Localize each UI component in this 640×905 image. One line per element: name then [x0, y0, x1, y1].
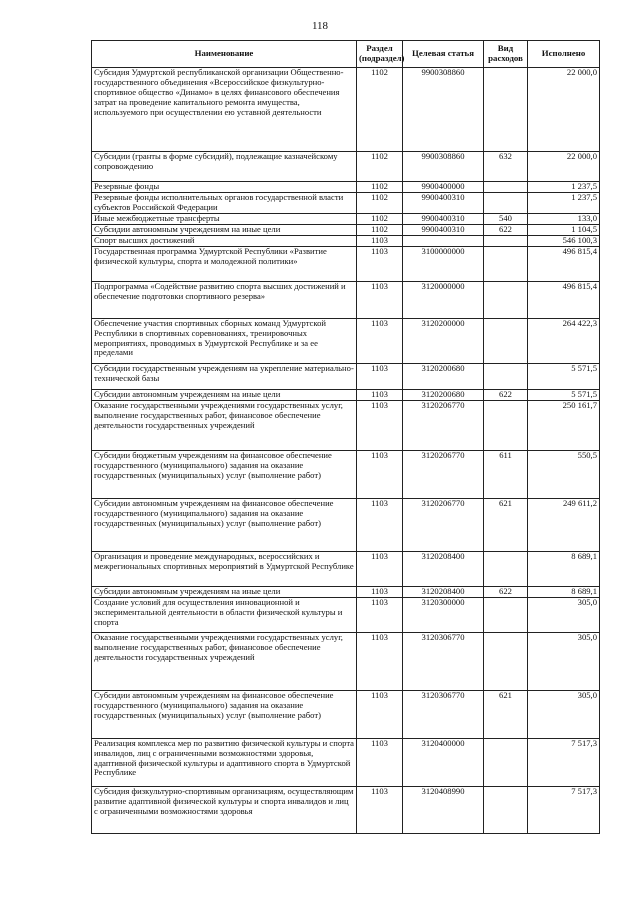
table-header-row	[92, 41, 600, 68]
cell-section: 1103	[357, 400, 403, 450]
cell-type	[484, 363, 528, 389]
header-section: Раздел (подраздел)	[357, 41, 403, 68]
header-article: Целевая статья	[403, 41, 484, 68]
cell-done: 8 689,1	[528, 551, 600, 586]
header-done: Исполнено	[528, 41, 600, 68]
cell-article: 3120208400	[403, 586, 484, 597]
table-row	[92, 68, 600, 152]
budget-table	[91, 40, 600, 834]
cell-type	[484, 632, 528, 690]
cell-section: 1103	[357, 389, 403, 400]
cell-name: Оказание государственными учреждениями государственных услуг, выполнение государственных работ, финансовое обеспечение деятельности государственных учреждений	[92, 400, 357, 450]
table-row	[92, 152, 600, 182]
table-row	[92, 586, 600, 597]
cell-name: Субсидии автономным учреждениям на финансовое обеспечение государственного (муниципального) задания на оказание государственных (муниципальных) услуг (выполнение работ)	[92, 690, 357, 738]
cell-type: 622	[484, 224, 528, 235]
cell-article: 9900400310	[403, 193, 484, 214]
cell-done: 5 571,5	[528, 389, 600, 400]
cell-name: Субсидии автономным учреждениям на иные цели	[92, 586, 357, 597]
cell-type: 611	[484, 450, 528, 498]
cell-done: 5 571,5	[528, 363, 600, 389]
cell-name: Субсидии автономным учреждениям на иные цели	[92, 224, 357, 235]
cell-done: 305,0	[528, 597, 600, 632]
cell-done: 250 161,7	[528, 400, 600, 450]
table-row	[92, 224, 600, 235]
cell-section: 1103	[357, 738, 403, 786]
cell-name: Подпрограмма «Содействие развитию спорта высших достижений и обеспечение подготовки спортивного резерва»	[92, 281, 357, 318]
table-row	[92, 281, 600, 318]
cell-name: Организация и проведение международных, всероссийских и межрегиональных спортивных мероприятий в Удмуртской Республике	[92, 551, 357, 586]
cell-section: 1103	[357, 363, 403, 389]
cell-type: 540	[484, 213, 528, 224]
table-row	[92, 551, 600, 586]
page-number: 118	[311, 20, 329, 32]
cell-article: 3120206770	[403, 450, 484, 498]
cell-done: 8 689,1	[528, 586, 600, 597]
cell-article: 3120300000	[403, 597, 484, 632]
cell-article: 3120206770	[403, 400, 484, 450]
cell-type: 621	[484, 690, 528, 738]
cell-section: 1103	[357, 235, 403, 246]
cell-done: 496 815,4	[528, 281, 600, 318]
cell-section: 1103	[357, 690, 403, 738]
cell-section: 1102	[357, 152, 403, 182]
cell-name: Спорт высших достижений	[92, 235, 357, 246]
table-row	[92, 213, 600, 224]
cell-type: 622	[484, 389, 528, 400]
cell-article: 3120200000	[403, 318, 484, 363]
cell-section: 1103	[357, 318, 403, 363]
cell-name: Субсидии автономным учреждениям на финансовое обеспечение государственного (муниципального) задания на оказание государственных (муниципальных) услуг (выполнение работ)	[92, 498, 357, 551]
cell-type	[484, 738, 528, 786]
cell-type	[484, 246, 528, 281]
cell-name: Иные межбюджетные трансферты	[92, 213, 357, 224]
cell-type	[484, 597, 528, 632]
header-type: Вид расходов	[484, 41, 528, 68]
cell-name: Резервные фонды исполнительных органов государственной власти субъектов Российской Федерации	[92, 193, 357, 214]
cell-article: 3120306770	[403, 690, 484, 738]
table-row	[92, 597, 600, 632]
table-body	[92, 68, 600, 834]
table-row	[92, 363, 600, 389]
cell-type	[484, 318, 528, 363]
table-row	[92, 193, 600, 214]
cell-section: 1102	[357, 182, 403, 193]
cell-name: Государственная программа Удмуртской Республики «Развитие физической культуры, спорта и молодежной политики»	[92, 246, 357, 281]
cell-name: Субсидия Удмуртской республиканской организации Общественно-государственного объединения «Всероссийское физкультурно-спортивное общество «Динамо» в целях финансового обеспечения затрат на проведение капитального ремонта имущества, используемого при осуществлении ею уставной деятельности	[92, 68, 357, 152]
cell-section: 1103	[357, 498, 403, 551]
cell-done: 22 000,0	[528, 152, 600, 182]
cell-type	[484, 235, 528, 246]
cell-name: Резервные фонды	[92, 182, 357, 193]
cell-done: 496 815,4	[528, 246, 600, 281]
cell-section: 1103	[357, 450, 403, 498]
cell-type	[484, 182, 528, 193]
cell-section: 1102	[357, 213, 403, 224]
cell-article: 3120200680	[403, 363, 484, 389]
table-row	[92, 450, 600, 498]
cell-section: 1103	[357, 551, 403, 586]
cell-section: 1102	[357, 68, 403, 152]
cell-section: 1103	[357, 246, 403, 281]
table-row	[92, 246, 600, 281]
cell-section: 1103	[357, 632, 403, 690]
cell-type	[484, 786, 528, 833]
table-row	[92, 632, 600, 690]
cell-done: 1 237,5	[528, 182, 600, 193]
cell-article: 3100000000	[403, 246, 484, 281]
cell-section: 1102	[357, 193, 403, 214]
cell-done: 7 517,3	[528, 738, 600, 786]
cell-type	[484, 68, 528, 152]
table-row	[92, 738, 600, 786]
table-row	[92, 318, 600, 363]
cell-type	[484, 281, 528, 318]
cell-done: 1 237,5	[528, 193, 600, 214]
cell-article: 9900400310	[403, 224, 484, 235]
cell-section: 1103	[357, 586, 403, 597]
cell-done: 305,0	[528, 632, 600, 690]
cell-article: 9900400310	[403, 213, 484, 224]
cell-done: 546 100,3	[528, 235, 600, 246]
cell-done: 305,0	[528, 690, 600, 738]
cell-name: Субсидии автономным учреждениям на иные цели	[92, 389, 357, 400]
cell-section: 1103	[357, 281, 403, 318]
cell-section: 1102	[357, 224, 403, 235]
table-row	[92, 690, 600, 738]
cell-name: Субсидия физкультурно-спортивным организациям, осуществляющим развитие адаптивной физической культуры и спорта инвалидов и лиц с ограниченными возможностями здоровья	[92, 786, 357, 833]
cell-name: Субсидии (гранты в форме субсидий), подлежащие казначейскому сопровождению	[92, 152, 357, 182]
cell-article: 3120400000	[403, 738, 484, 786]
cell-article: 3120200680	[403, 389, 484, 400]
cell-article: 3120208400	[403, 551, 484, 586]
cell-type	[484, 551, 528, 586]
cell-done: 249 611,2	[528, 498, 600, 551]
cell-done: 133,0	[528, 213, 600, 224]
cell-article: 9900308860	[403, 68, 484, 152]
cell-type: 622	[484, 586, 528, 597]
cell-article: 3120000000	[403, 281, 484, 318]
cell-type	[484, 400, 528, 450]
table-row	[92, 182, 600, 193]
cell-article	[403, 235, 484, 246]
cell-article: 9900308860	[403, 152, 484, 182]
cell-section: 1103	[357, 597, 403, 632]
cell-name: Обеспечение участия спортивных сборных команд Удмуртской Республики в спортивных соревнованиях, тренировочных мероприятиях, проводимых в Удмуртской Республике и за ее пределами	[92, 318, 357, 363]
table-row	[92, 389, 600, 400]
cell-article: 3120206770	[403, 498, 484, 551]
cell-article: 3120306770	[403, 632, 484, 690]
cell-name: Оказание государственными учреждениями государственных услуг, выполнение государственных работ, финансовое обеспечение деятельности государственных учреждений	[92, 632, 357, 690]
cell-done: 550,5	[528, 450, 600, 498]
cell-type	[484, 193, 528, 214]
table-row	[92, 786, 600, 833]
cell-done: 264 422,3	[528, 318, 600, 363]
cell-article: 9900400000	[403, 182, 484, 193]
cell-done: 1 104,5	[528, 224, 600, 235]
cell-done: 7 517,3	[528, 786, 600, 833]
cell-article: 3120408990	[403, 786, 484, 833]
cell-type: 632	[484, 152, 528, 182]
cell-type: 621	[484, 498, 528, 551]
cell-name: Создание условий для осуществления инновационной и экспериментальной деятельности в области физической культуры и спорта	[92, 597, 357, 632]
table-row	[92, 498, 600, 551]
table-row	[92, 400, 600, 450]
cell-name: Реализация комплекса мер по развитию физической культуры и спорта инвалидов, лиц с ограниченными возможностями здоровья, адаптивной физической культуры и адаптивного спорта в Удмуртской Республике	[92, 738, 357, 786]
header-name: Наименование	[92, 41, 357, 68]
cell-section: 1103	[357, 786, 403, 833]
cell-done: 22 000,0	[528, 68, 600, 152]
cell-name: Субсидии бюджетным учреждениям на финансовое обеспечение государственного (муниципального) задания на оказание государственных (муниципальных) услуг (выполнение работ)	[92, 450, 357, 498]
cell-name: Субсидии государственным учреждениям на укрепление материально-технической базы	[92, 363, 357, 389]
table-row	[92, 235, 600, 246]
